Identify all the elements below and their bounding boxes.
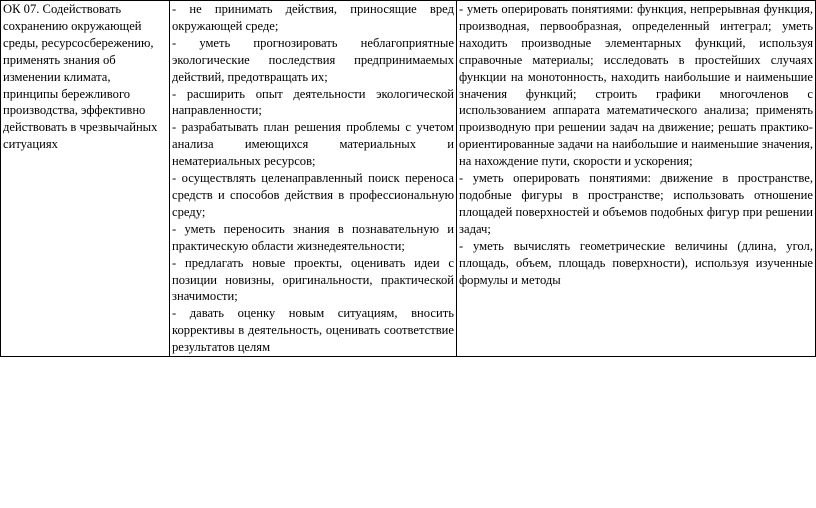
skill-item: - осуществлять целенаправленный поиск переноса средств и способов действия в профессиональную среду; [172, 171, 454, 219]
skill-item: - предлагать новые проекты, оценивать идеи с позиции новизны, оригинальности, практической значимости; [172, 255, 454, 304]
skill-item: - расширить опыт деятельности экологической направленности; [172, 86, 454, 118]
skill-item: - уметь переносить знания в познавательную и практическую области жизнедеятельности; [172, 221, 454, 253]
competence-text [3, 1, 167, 153]
subject-skill-item: - уметь оперировать понятиями: движение в пространстве, подобные фигуры в пространстве; использовать отношение площадей поверхностей и объемов подобных фигур при решении задач; [459, 171, 813, 236]
competence-code: ОК 07. [3, 2, 40, 16]
general-skills-cell [170, 1, 457, 357]
skill-item: - давать оценку новым ситуациям, вносить коррективы в деятельность, оценивать соответствие результатов целям [172, 306, 454, 355]
skill-item: - не принимать действия, приносящие вред окружающей среде; [172, 2, 454, 33]
table-row [1, 1, 816, 357]
skill-item: - разрабатывать план решения проблемы с учетом анализа имеющихся материальных и нематериальных ресурсов; [172, 120, 454, 169]
subject-skills-cell [457, 1, 816, 357]
competence-cell [1, 1, 170, 357]
subject-skill-item: - уметь оперировать понятиями: функция, непрерывная функция, производная, первообразная, определенный интеграл; уметь находить производные элементарных функций, используя справочные материалы; исследовать в простейших случаях функции на монотонность, находить наибольшие и наименьшие значения функций; строить графики многочленов с использованием аппарата математического анализа; применять производную при решении задач на движение; решать практико-ориентированные задачи на наибольшие и наименьшие значения, на нахождение пути, скорости и ускорения; [459, 2, 813, 169]
subject-skill-item: - уметь вычислять геометрические величины (длина, угол, площадь, объем, площадь поверхности), используя изученные формулы и методы [459, 238, 813, 287]
competence-description: Содействовать сохранению окружающей среды, ресурсосбережению, применять знания об изменении климата, принципы бережливого производства, эффективно действовать в чрезвычайных ситуациях [3, 2, 158, 152]
skill-item: - уметь прогнозировать неблагоприятные экологические последствия предпринимаемых действий, предотвращать их; [172, 35, 454, 84]
